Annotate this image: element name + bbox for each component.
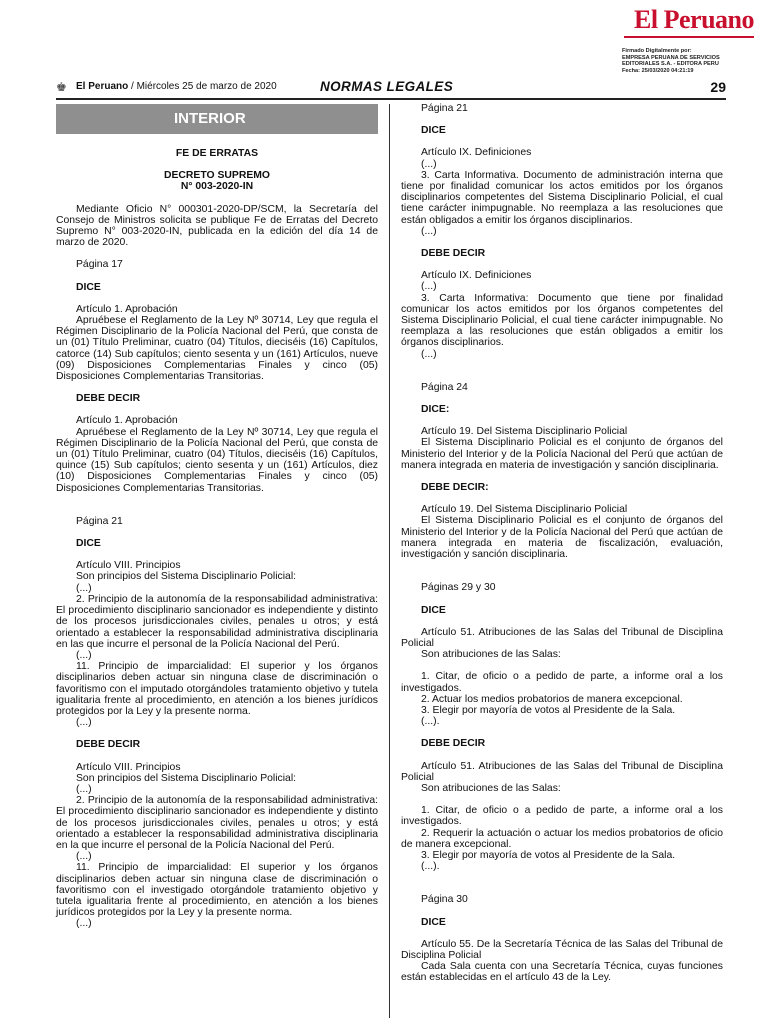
article-intro: Son principios del Sistema Disciplinario Policial: [76,571,297,583]
article-text: Apruébese el Reglamento de la Ley Nº 30714, Ley que regula el Régimen Disciplinario de la Policía Nacional del Perú, que consta de un (01) Título Preliminar, cuatro (04) Títulos, dieciséis (16) Capítulos, catorce (14) Sub capítulos; ciento sesenta y un (161) Artículos, nueve (09) Disposiciones Complementarias Finales y cinco (05) Disposiciones Complementarias Transitorias. [56,315,378,383]
page-reference: Página 24 [421,381,468,393]
article-title: Artículo 1. Aprobación [76,303,178,315]
ellipsis: (...) [76,582,92,594]
ellipsis: (...). [421,861,440,873]
dice-heading: DICE [421,125,446,137]
page-reference: Página 21 [76,515,123,527]
dice-heading: DICE [421,916,446,928]
el-peruano-logo [624,6,754,38]
dice-heading: DICE: [421,404,450,416]
article-title: Artículo VIII. Principios [76,761,181,773]
article-title: Artículo 1. Aprobación [76,415,178,427]
header-date: / Miércoles 25 de marzo de 2020 [128,81,277,92]
article-title: Artículo 19. Del Sistema Disciplinario Policial [421,504,628,516]
ellipsis: (...) [421,348,437,360]
logo-rule [624,36,754,38]
article-title: Artículo IX. Definiciones [421,147,532,159]
ellipsis: (...) [76,717,92,729]
dice-heading: DICE [421,604,446,616]
article-item: 1. Citar, de oficio o a pedido de parte, a informe oral a los investigados. [401,671,723,694]
column-divider [389,104,390,1018]
article-item: 11. Principio de imparcialidad: El superior y los órganos disciplinarios deben actuar sin ninguna clase de discriminación o favoritismo con el investigado otorgándole tratamiento objetivo y tutela igualitaria frente al procedimiento, en atención a los bienes jurídicos protegidos por la Ley y la presente norma. [56,862,378,919]
section-banner: INTERIOR [56,104,378,134]
digital-signature [622,48,750,74]
decree-number: N° 003-2020-IN [180,181,254,193]
page-reference: Páginas 29 y 30 [421,582,496,594]
article-title: Artículo 19. Del Sistema Disciplinario Policial [421,426,628,438]
page-number: 29 [710,79,726,95]
article-text: Cada Sala cuenta con una Secretaría Técnica, cuyas funciones están establecidas en el artículo 43 de la Ley. [401,961,723,984]
article-title: Artículo IX. Definiciones [421,270,532,282]
intro-paragraph: Mediante Oficio N° 000301-2020-DP/SCM, la Secretaría del Consejo de Ministros solicita se publique Fe de Erratas del Decreto Supremo N° 003-2020-IN, publicada en la edición del día 14 de marzo de 2020. [56,203,378,249]
ellipsis: (...) [421,281,437,293]
article-title: Artículo 55. De la Secretaría Técnica de las Salas del Tribunal de Disciplina Policial [401,938,723,961]
signature-line: EDITORIALES S.A. - EDITORA PERU [622,61,719,68]
coat-of-arms-icon: ♚ [56,80,67,94]
ellipsis: (...) [421,158,437,170]
article-item: 3. Elegir por mayoría de votos al Presidente de la Sala. [421,704,676,716]
debe-decir-heading: DEBE DECIR [421,738,486,750]
ellipsis: (...) [421,225,437,237]
article-title: Artículo VIII. Principios [76,560,181,572]
article-item: 2. Principio de la autonomía de la responsabilidad administrativa: El procedimiento disciplinario sancionador es independiente y distinto de los procesos jurisdiccionales civiles, penales u otros; y está orientado a establecer la responsabilidad administrativa disciplinaria en las que incurre el personal de la Policía Nacional del Perú. [56,593,378,650]
header-paper-name: El Peruano [76,81,129,92]
article-item: 11. Principio de imparcialidad: El superior y los órganos disciplinarios deben actuar sin ninguna clase de discriminación o favoritismo con el imputado otorgándoles tratamiento objetivo y tutela igualitaria frente al procedimiento, en atención a los bienes jurídicos protegidos por la Ley y la presente norma. [56,661,378,717]
ellipsis: (...) [76,918,92,930]
signature-line: Fecha: 25/03/2020 04:21:19 [622,67,694,74]
ellipsis: (...) [76,649,92,661]
article-item: 1. Citar, de oficio o a pedido de parte, a informe oral a los investigados. [401,805,723,828]
ellipsis: (...) [76,783,92,795]
article-text: Apruébese el Reglamento de la Ley Nº 30714, Ley que regula el Régimen Disciplinario de la Policía Nacional del Perú, que consta de un (01) Título Preliminar, cuatro (04) Títulos, dieciséis (16) Capítulos, quince (15) Sub capítulos; ciento sesenta y un (161) Artículos, diez (10) Disposiciones Complementarias Finales y cinco (05) Disposiciones Complementarias Transitorias. [56,426,378,494]
dice-heading: DICE [76,281,101,293]
page-reference: Página 30 [421,894,468,906]
header-section: NORMAS LEGALES [320,79,454,94]
ellipsis: (...) [76,851,92,863]
article-item: 3. Elegir por mayoría de votos al Presidente de la Sala. [421,849,676,861]
page-reference: Página 17 [76,259,123,271]
article-item: 2. Requerir la actuación o actuar los medios probatorios de oficio de manera excepcional. [401,827,723,850]
header-paper [76,81,277,92]
article-item: 2. Actuar los medios probatorios de manera excepcional. [421,693,683,705]
page-header [56,78,726,100]
ellipsis: (...). [421,716,440,728]
left-column [56,104,378,930]
debe-decir-heading: DEBE DECIR [421,248,486,260]
article-item: 3. Carta Informativa: Documento que tiene por finalidad comunicar los actos emitidos por los órganos competentes del Sistema Disciplinario Policial, el cual tiene carácter inimpugnable. No reemplaza a las resoluciones que están obligados a emitir los órganos disciplinarios. [401,292,723,349]
article-item: 3. Carta Informativa. Documento de administración interna que tiene por finalidad comunicar los actos emitidos por los órganos disciplinarios competentes del Sistema Disciplinario Policial, el cual tiene carácter inimpugnable. No reemplaza a las resoluciones que están obligados a emitir los órganos disciplinarios. [401,169,723,226]
signature-line: EMPRESA PERUANA DE SERVICIOS [622,54,720,61]
article-intro: Son principios del Sistema Disciplinario Policial: [76,772,297,784]
signature-line: Firmado Digitalmente por: [622,48,692,54]
article-title: Artículo 51. Atribuciones de las Salas del Tribunal de Disciplina Policial [401,760,723,783]
debe-decir-heading: DEBE DECIR [76,739,141,751]
article-text: El Sistema Disciplinario Policial es el conjunto de órganos del Ministerio del Interior y de la Policía Nacional del Perú que actúan de manera integrada en materia de fiscalización, evaluación, investigación y sanción disciplinaria. [401,515,723,561]
dice-heading: DICE [76,538,101,550]
debe-decir-heading: DEBE DECIR: [421,482,489,494]
right-column [401,103,723,984]
article-title: Artículo 51. Atribuciones de las Salas del Tribunal de Disciplina Policial [401,626,723,649]
article-intro: Son atribuciones de las Salas: [421,782,561,794]
logo-text: El Peruano [634,5,754,34]
errata-title: FE DE ERRATAS [175,148,259,159]
decree-line: DECRETO SUPREMO [163,170,271,182]
article-intro: Son atribuciones de las Salas: [421,649,561,661]
debe-decir-heading: DEBE DECIR [76,393,141,405]
article-text: El Sistema Disciplinario Policial es el conjunto de órganos del Ministerio del Interior y de la Policía Nacional del Perú que actúan de manera integrada en materia de investigación y sanción disciplinaria. [401,437,723,471]
page-reference: Página 21 [421,103,468,114]
article-item: 2. Principio de la autonomía de la responsabilidad administrativa: El procedimiento disciplinario sancionador es independiente y distinto de los procesos jurisdiccionales civiles, penales u otros; y está orientado a establecer la responsabilidad administrativa disciplinaria en la que incurre el personal de la Policía Nacional del Perú. [56,795,378,851]
